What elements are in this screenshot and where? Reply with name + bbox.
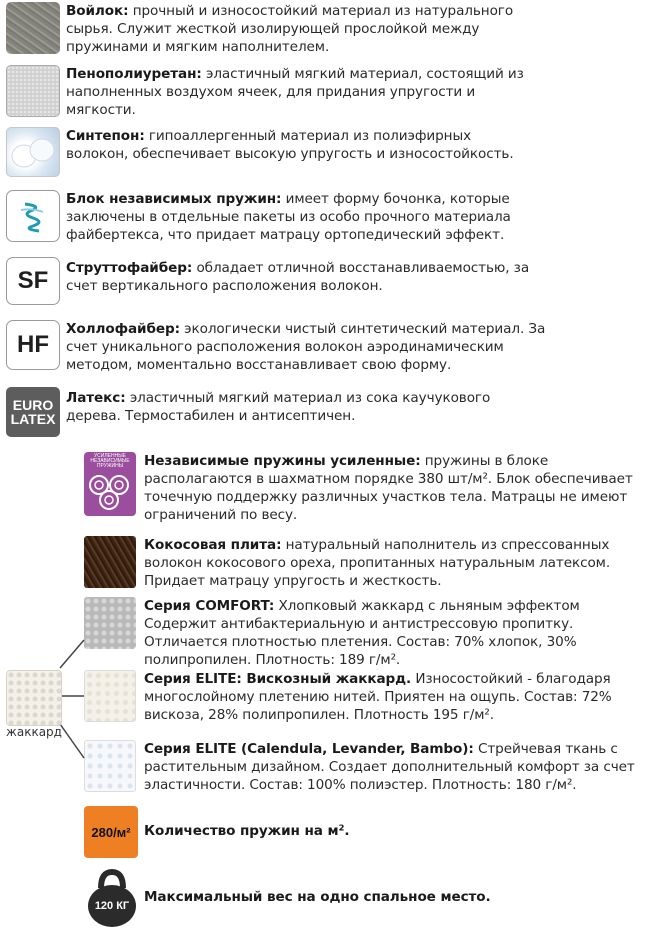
kettlebell-icon [84, 868, 140, 930]
foam-icon [6, 65, 60, 117]
legend-text [66, 190, 546, 244]
legend-text [144, 536, 644, 590]
reinforced-springs-caption: УСИЛЕННЫЕ НЕЗАВИСИМЫЕ ПРУЖИНЫ [90, 453, 130, 469]
spring-coil-icon [13, 196, 53, 236]
legend-title: Максимальный вес на одно спальное место. [144, 889, 491, 905]
legend-text [66, 2, 536, 56]
legend-item-comfort [84, 597, 646, 669]
legend-title: Серия ELITE (Calendula, Levander, Bambo): [144, 741, 474, 757]
legend-title: Войлок: [66, 3, 129, 19]
legend-desc: Стрейчевая ткань с растительным дизайном. Создает дополнительный комфорт за счет эластичности. Состав: 100% полиэстер. Плотность: 180 г/м². [144, 741, 635, 793]
legend-desc: гипоаллергенный материал из полиэфирных волокон, обеспечивает высокую упругость и износостойкость. [66, 128, 514, 162]
legend-desc: натуральный наполнитель из спрессованных волокон кокосового ореха, пропитанных натуральным латексом. Придает матрацу упругость и жесткость. [144, 537, 611, 589]
legend-item-foam [6, 65, 642, 119]
legend-text [144, 670, 644, 724]
legend-desc: Хлопковый жаккард с льняным эффектом Содержит антибактериальную и антистрессовую пропитку. Отличается плотностью плетения. Состав: 70% хлопок, 30% полипропилен. Плотность: 189 г/м². [144, 598, 580, 668]
legend-desc: пружины в блоке располагаются в шахматном порядке 380 шт/м². Блок обеспечивает точечную поддержку различных участков тела. Матрацы не имеют ограничений по весу. [144, 453, 633, 523]
legend-item-spring-count [84, 806, 646, 858]
jacquard-comfort-icon [84, 597, 136, 649]
legend-title: Пенополиуретан: [66, 66, 202, 82]
legend-title: Латекс: [66, 390, 126, 406]
legend-title: Количество пружин на м². [144, 823, 350, 839]
legend-text [66, 127, 536, 163]
sintepon-icon [6, 127, 60, 177]
jacquard-label: жаккард [6, 725, 62, 739]
legend-title: Синтепон: [66, 128, 145, 144]
legend-item-spring-block [6, 190, 642, 244]
reinforced-springs-icon [84, 452, 136, 516]
legend-desc: Износостойкий - благодаря многослойному плетению нитей. Приятен на ощупь. Состав: 72% вискоза, 28% полипропилен. Плотность 195 г/м². [144, 671, 612, 723]
spring-block-icon [6, 190, 60, 242]
jacquard-swatch-icon [6, 670, 62, 726]
legend-title: Кокосовая плита: [144, 537, 282, 553]
legend-title: Блок независимых пружин: [66, 191, 282, 207]
legend-desc: эластичный мягкий материал, состоящий из наполненных воздухом ячеек, для придания упругости и мягкости. [66, 66, 524, 118]
spiral-icon [87, 469, 133, 511]
legend-desc: прочный и износостойкий материал из натурального сырья. Служит жесткой изолирующей прослойкой между пружинами и мягким наполнителем. [66, 3, 514, 55]
spring-count-icon: 280/м² [84, 806, 138, 858]
legend-desc: эластичный мягкий материал из сока каучукового дерева. Термостабилен и антисептичен. [66, 390, 491, 424]
legend-text [144, 868, 624, 906]
legend-item-max-weight [84, 868, 646, 930]
legend-title: Струттофайбер: [66, 260, 193, 276]
legend-text [66, 320, 546, 374]
legend-text [144, 597, 644, 669]
hf-icon: HF [6, 320, 60, 370]
legend-item-sintepon [6, 127, 642, 177]
sf-icon: SF [6, 257, 60, 305]
legend-item-struttofiber [6, 257, 642, 305]
felt-icon [6, 2, 60, 54]
legend-desc: обладает отличной восстанавливаемостью, за счет вертикального расположения волокон. [66, 260, 530, 294]
legend-desc: имеет форму бочонка, которые заключены в отдельные пакеты из особо прочного материала файбертекса, что придает матрацу ортопедический эффект. [66, 191, 511, 243]
legend-title: Серия ELITE: Вискозный жаккард. [144, 671, 412, 687]
legend-text [66, 387, 506, 425]
jacquard-stretch-icon [84, 740, 136, 792]
cotton-rolls-icon [8, 132, 58, 172]
legend-item-elite-viscose [84, 670, 646, 724]
legend-item-latex [6, 387, 642, 437]
legend-title: Серия COMFORT: [144, 598, 275, 614]
legend-item-elite-stretch [84, 740, 646, 794]
legend-text [66, 257, 536, 295]
coconut-icon [84, 536, 136, 588]
legend-item-felt [6, 2, 642, 56]
legend-desc: экологически чистый синтетический материал. За счет уникального расположения волокон аэродинамическим методом, моментально восстанавливает свою форму. [66, 321, 546, 373]
legend-item-hollofiber [6, 320, 642, 374]
kettlebell-label: 120 КГ [94, 900, 130, 912]
euro-latex-icon [6, 387, 60, 437]
legend-text [144, 452, 644, 524]
euro-label: EURO [12, 397, 54, 413]
latex-label: LATEX [10, 411, 56, 427]
legend-item-reinforced-springs [84, 452, 646, 524]
legend-title: Холлофайбер: [66, 321, 180, 337]
legend-item-coconut [84, 536, 646, 590]
legend-text [66, 65, 536, 119]
jacquard-viscose-icon [84, 670, 136, 722]
kettlebell-shape [84, 868, 140, 930]
legend-title: Независимые пружины усиленные: [144, 453, 421, 469]
legend-text [144, 806, 624, 840]
legend-text [144, 740, 644, 794]
